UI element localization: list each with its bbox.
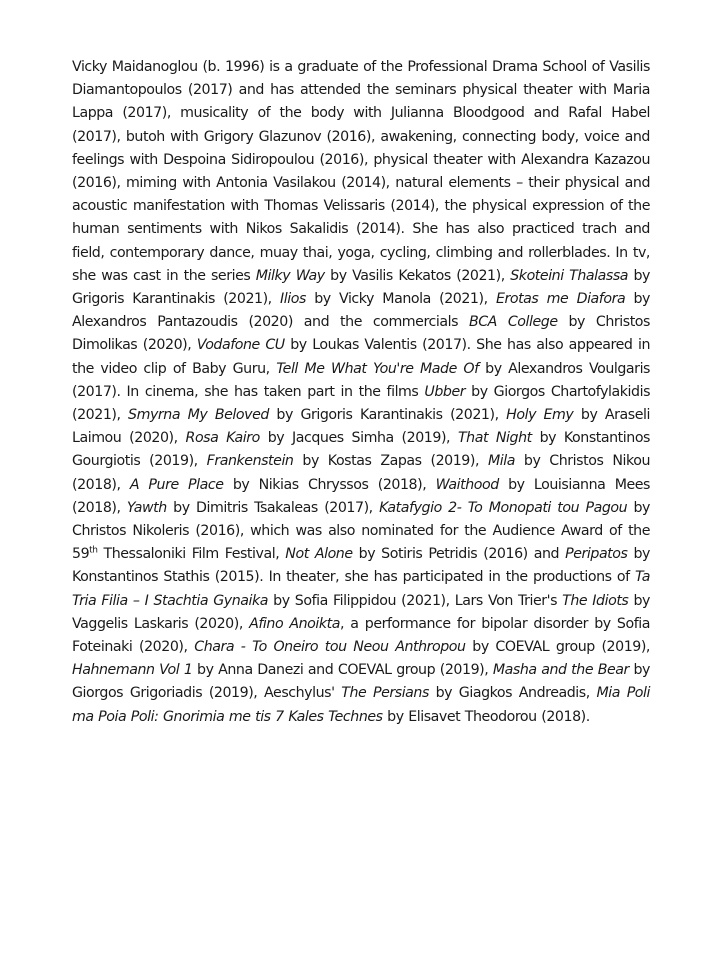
bio-text: by Giorgos Grigoriadis (2019), Aeschylus' xyxy=(72,662,651,702)
tv-series-title: Skoteini Thalassa xyxy=(510,267,629,284)
bio-text: by Christos Dimolikas (2020), xyxy=(72,314,650,354)
theater-production-title: Hahnemann Vol 1 xyxy=(72,662,193,679)
theater-production-title: The Idiots xyxy=(562,592,629,609)
bio-text: by Konstantinos Stathis (2015). In theater, she has participated in the productions of xyxy=(72,546,650,586)
theater-production-title: Chara - To Oneiro tou Neou Anthropou xyxy=(194,639,466,656)
bio-text: by Vicky Manola (2021), xyxy=(305,291,496,308)
tv-series-title: Milky Way xyxy=(255,267,325,284)
commercial-title: Vodafone CU xyxy=(196,337,285,354)
film-title: Peripatos xyxy=(565,546,628,563)
film-title: Waithood xyxy=(435,476,499,493)
bio-text: by Jacques Simha (2019), xyxy=(259,430,458,447)
theater-production-title: Masha and the Bear xyxy=(492,662,629,679)
bio-text: by Alexandros Pantazoudis (2020) and the commercials xyxy=(72,291,650,331)
bio-text: by Nikias Chryssos (2018), xyxy=(223,476,436,493)
bio-text: Thessaloniki Film Festival, xyxy=(97,546,286,563)
bio-text: by Grigoris Karantinakis (2021), xyxy=(268,407,507,424)
film-title: Yawth xyxy=(126,499,167,516)
film-title: Holy Emy xyxy=(506,407,574,424)
video-clip-title: Tell Me What You're Made Of xyxy=(276,360,479,377)
bio-text: by Grigoris Karantinakis (2021), xyxy=(72,267,651,308)
bio-text: by Kostas Zapas (2019), xyxy=(293,453,488,470)
film-title: Rosa Kairo xyxy=(185,430,260,447)
bio-text: by Sofia Filippidou (2021), Lars Von Trier's xyxy=(268,592,563,609)
theater-production-title: The Persians xyxy=(341,685,429,702)
film-title: Not Alone xyxy=(285,546,353,563)
bio-text: by Konstantinos Gourgiotis (2019), xyxy=(72,430,650,470)
theater-production-title: Mia Poli ma Poia Poli: Gnorimia me tis 7 Kales Technes xyxy=(72,685,651,725)
biography-paragraph xyxy=(72,56,650,729)
commercial-title: BCA College xyxy=(468,314,558,331)
film-title: Frankenstein xyxy=(206,453,294,470)
film-title: That Night xyxy=(457,430,532,447)
ordinal-superscript: th xyxy=(89,545,98,556)
tv-series-title: Erotas me Diafora xyxy=(495,291,626,308)
bio-text: by Elisavet Theodorou (2018). xyxy=(382,708,590,725)
bio-text: , a performance for bipolar disorder by Sofia Foteinaki (2020), xyxy=(72,615,650,656)
film-title: A Pure Place xyxy=(129,476,224,493)
film-title: Ubber xyxy=(424,383,466,400)
bio-text: by Giorgos Chartofylakidis (2021), xyxy=(72,383,651,424)
bio-text: by Giagkos Andreadis, xyxy=(428,685,597,702)
bio-text: by Christos Nikoleris (2016), which was also nominated for the Audience Award of the 59 xyxy=(72,499,650,563)
bio-text: by Vasilis Kekatos (2021), xyxy=(324,267,511,284)
theater-production-title: Afino Anoikta xyxy=(249,615,341,632)
bio-text: by Araseli Laimou (2020), xyxy=(72,407,650,447)
bio-text: by Dimitris Tsakaleas (2017), xyxy=(166,499,380,516)
film-title: Smyrna My Beloved xyxy=(128,407,269,424)
bio-text: by Loukas Valentis (2017). She has also appeared in the video clip of Baby Guru, xyxy=(72,337,650,377)
theater-production-title: Ta Tria Filia – I Stachtia Gynaika xyxy=(72,569,650,609)
bio-text: by Sotiris Petridis (2016) and xyxy=(352,546,566,563)
bio-text: by Vaggelis Laskaris (2020), xyxy=(72,592,650,632)
bio-text: by Christos Nikou (2018), xyxy=(72,453,651,493)
document-page xyxy=(72,56,650,729)
bio-text: by COEVAL group (2019), xyxy=(465,639,650,656)
film-title: Mila xyxy=(487,453,515,470)
bio-text: by Alexandros Voulgaris (2017). In cinema, she has taken part in the films xyxy=(72,360,650,400)
bio-text: Vicky Maidanoglou (b. 1996) is a graduate of the Professional Drama School of Vasilis Diamantopoulos (2017) and has attended the seminars physical theater with Maria Lappa (2017), musicality of the body with Julianna Bloodgood and Rafal Habel (2017), butoh with Grigory Glazunov (2016), awakening, connecting body, voice and feelings with Despoina Sidiropoulou (2016), physical theater with Alexandra Kazazou (2016), miming with Antonia Vasilakou (2014), natural elements – their physical and acoustic manifestation with Thomas Velissaris (2014), the physical expression of the human sentiments with Nikos Sakalidis (2014). She has also practiced trach and field, contemporary dance, muay thai, yoga, cycling, climbing and rollerblades. In tv, she was cast in the series xyxy=(72,59,650,284)
film-title: Katafygio 2- To Monopati tou Pagou xyxy=(379,499,628,516)
bio-text: by Anna Danezi and COEVAL group (2019), xyxy=(192,662,493,679)
tv-series-title: Ilios xyxy=(280,291,306,308)
bio-text: by Louisianna Mees (2018), xyxy=(72,476,650,516)
